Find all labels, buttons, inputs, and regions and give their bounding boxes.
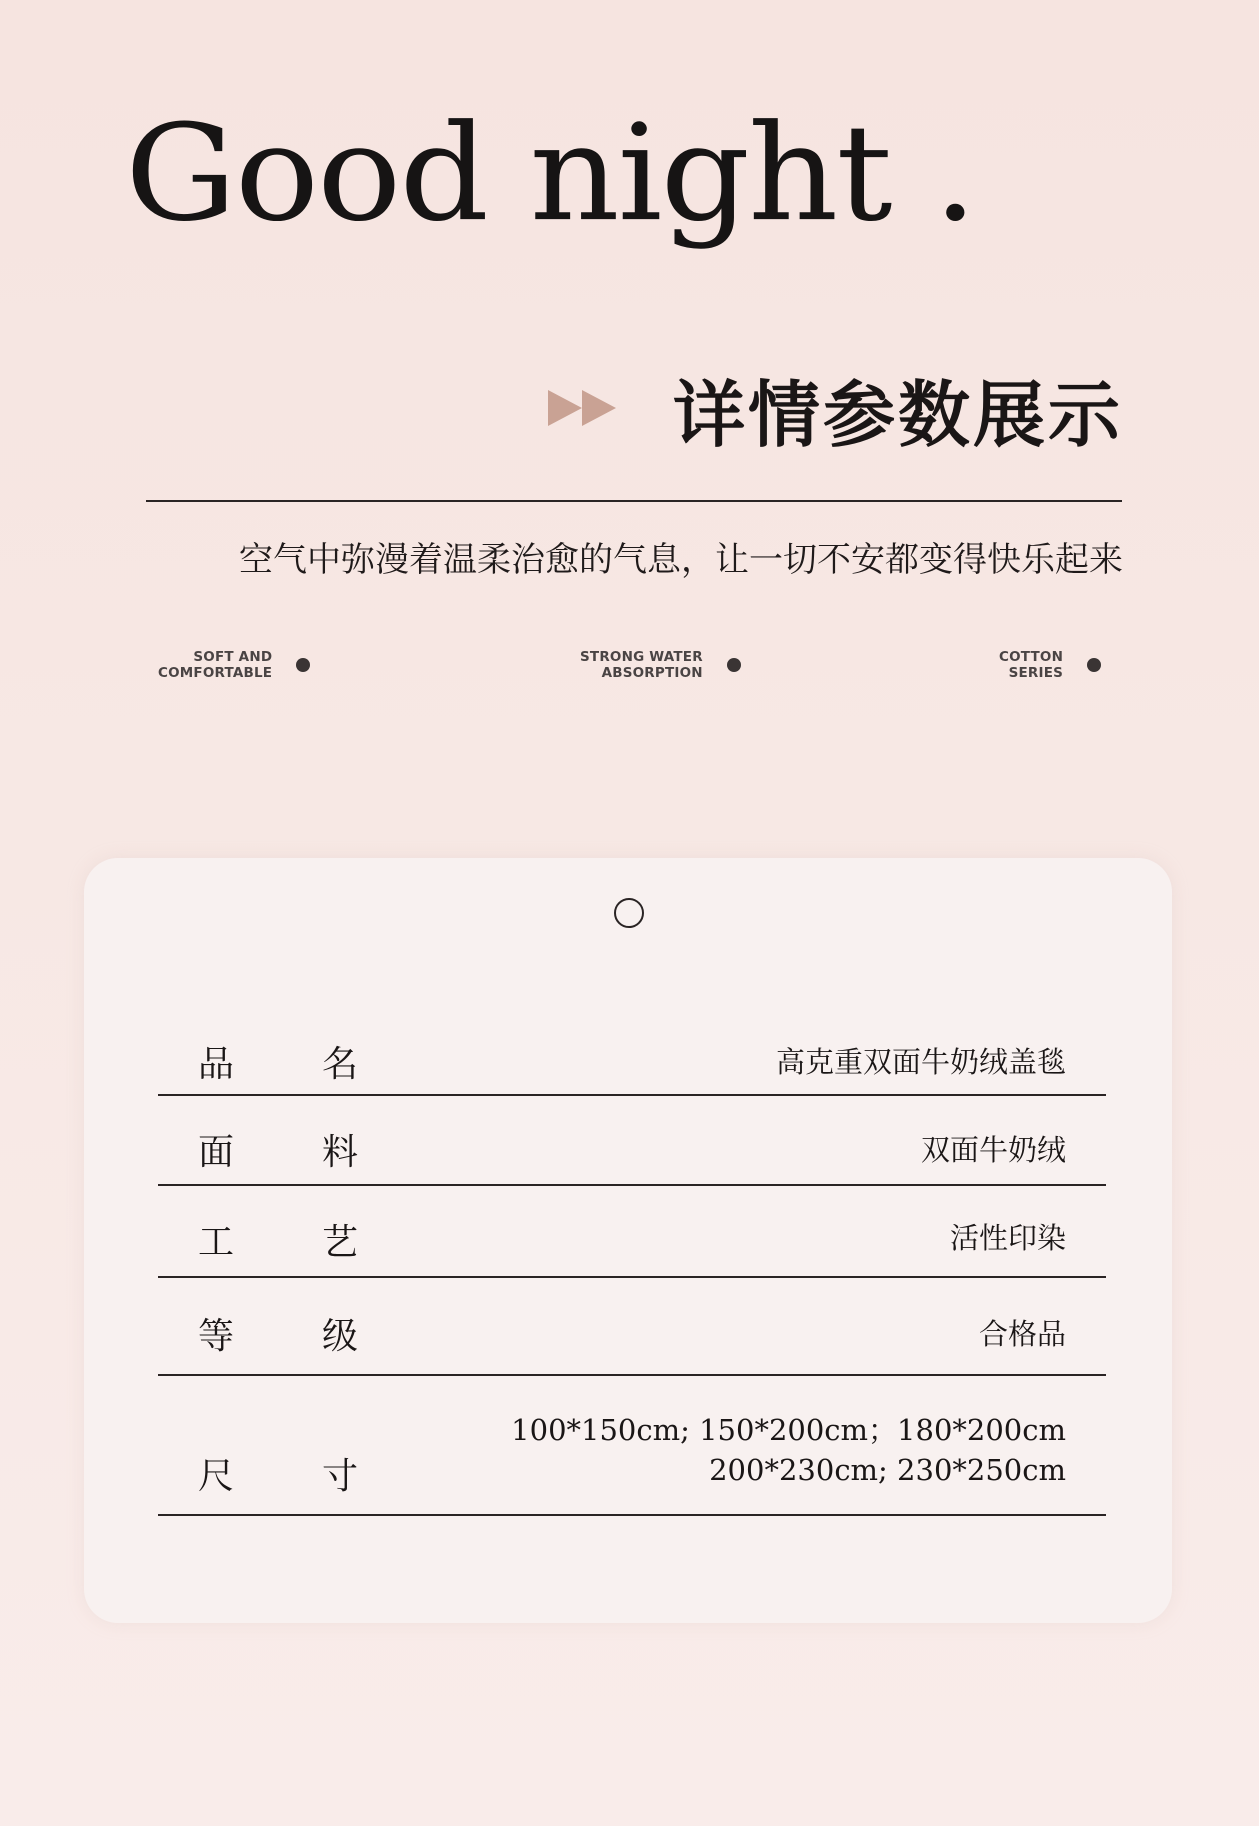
spec-value: 合格品 — [978, 1317, 1066, 1351]
spec-label: 等 级 — [198, 1316, 358, 1357]
bullet-dot-icon — [296, 658, 310, 672]
bullet-dot-icon — [727, 658, 741, 672]
spec-value: 双面牛奶绒 — [920, 1133, 1066, 1167]
feature-soft — [158, 648, 310, 682]
spec-value: 活性印染 — [949, 1221, 1066, 1255]
feature-cotton — [999, 648, 1101, 682]
hang-tag-hole-icon — [614, 898, 644, 928]
spec-label: 品 名 — [198, 1044, 358, 1085]
double-play-arrow-icon — [548, 388, 620, 428]
size-line-2: 200*230cm; 230*250cm — [709, 1453, 1066, 1487]
spec-value: 高克重双面牛奶绒盖毯 — [775, 1045, 1066, 1079]
hero-title: Good night . — [125, 96, 976, 252]
spec-label: 工 艺 — [198, 1222, 358, 1263]
bullet-dot-icon — [1087, 658, 1101, 672]
feature-label: SOFT AND COMFORTABLE — [158, 649, 273, 681]
spec-card — [84, 858, 1172, 1623]
spec-value — [511, 1410, 1066, 1490]
spec-label: 尺 寸 — [198, 1456, 358, 1497]
spec-row-size — [158, 1376, 1106, 1516]
section-title: 详情参数展示 — [673, 373, 1124, 457]
spec-label: 面 料 — [198, 1132, 358, 1173]
size-line-1: 100*150cm; 150*200cm；180*200cm — [511, 1413, 1066, 1447]
spec-row-grade — [158, 1278, 1106, 1376]
spec-row-process — [158, 1186, 1106, 1278]
spec-row-name — [158, 1024, 1106, 1096]
divider — [146, 500, 1122, 502]
tagline: 空气中弥漫着温柔治愈的气息，让一切不安都变得快乐起来 — [239, 540, 1123, 580]
spec-row-material — [158, 1096, 1106, 1186]
feature-label: COTTON SERIES — [999, 649, 1064, 681]
feature-absorption — [580, 648, 741, 682]
section-heading — [548, 370, 1123, 460]
feature-label: STRONG WATER ABSORPTION — [580, 649, 703, 681]
